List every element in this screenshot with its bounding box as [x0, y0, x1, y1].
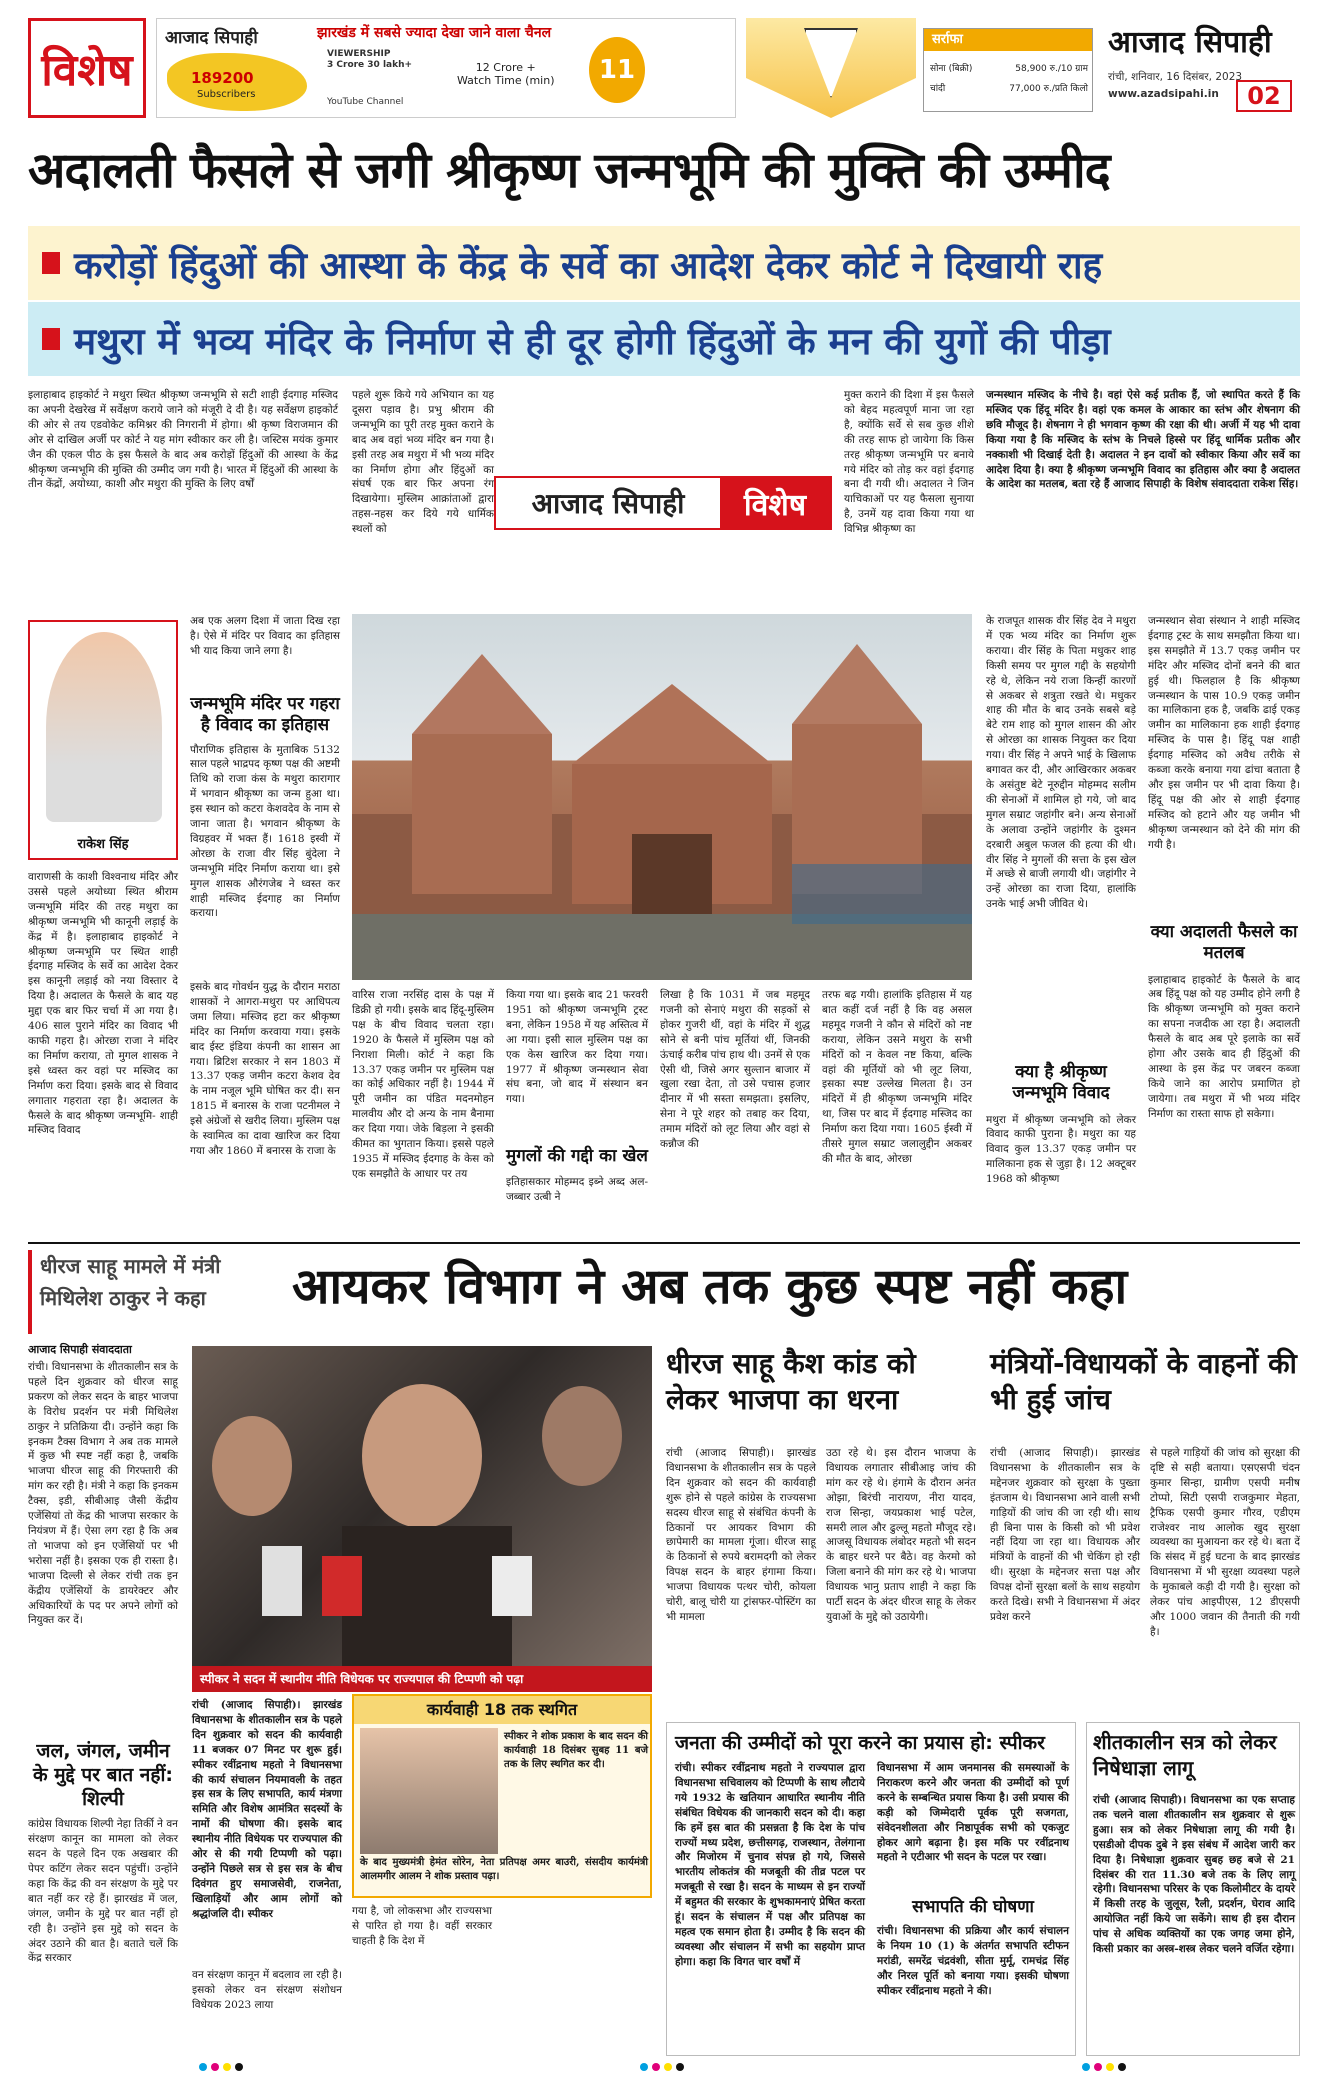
lead-subhead-1	[28, 226, 1300, 300]
sabhapati-subhead: सभापति की घोषणा	[912, 1897, 1034, 1917]
lead-intro-col-2a: पहले शुरू किये गये अभियान का यह दूसरा पड़ाव है। प्रभु श्रीराम की जन्मभूमि का पूरी तरह मुक्त कराने के बाद अब वहां भव्य मंदिर बन गया है। इसी तरह अब मथुरा में भी भव्य मंदिर का निर्माण होगा और हिंदुओं का संघर्ष एक बार फिर अपना रंग दिखायेगा। मुस्लिम आक्रांताओं द्वारा तहस-नहस कर दिये गये धार्मिक स्थलों को	[352, 389, 494, 536]
bjp-dharna-body-2: उठा रहे थे। इस दौरान भाजपा के विधायक लगातार सीबीआइ जांच की मांग कर रहे थे। हंगामे के दौरान अनंत ओझा, बिरंची नारायण, नीरा यादव, राज सिन्हा, जयप्रकाश भाई पटेल, समरी लाल और ढुल्लू महतो मौजूद रहे। आजसू विधायक लंबोदर महतो भी सदन के बाहर धरने पर बैठे। वह केरमो को जिला बनाने की मांग कर रहे थे। भाजपा विधायक भानु प्रताप शाही ने कहा कि पार्टी सदन के अंदर धीरज साहू के लेकर युवाओं के मुद्दे को उठायेगी।	[826, 1447, 976, 1623]
nishedhagya-body: रांची (आजाद सिपाही)। विधानसभा का एक सप्ताह तक चलने वाला शीतकालीन सत्र शुक्रवार से शुरू हुआ। सत्र को लेकर निषेधाज्ञा लागू की गयी है। एसडीओ दीपक दुबे ने इस संबंध में आदेश जारी कर दिया है। निषेधाज्ञा शुक्रवार सुबह छह बजे से 21 दिसंबर की रात 11.30 बजे तक के लिए लागू रहेगी। विधानसभा परिसर के एक किलोमीटर के दायरे में किसी तरह के जुलूस, रैली, प्रदर्शन, घेराव आदि आयोजित नहीं किये जा सकेंगे। साथ ही इस दौरान पांच से अधिक व्यक्तियों का एक जगह जमा होने, किसी प्रकार का अस्त्र-शस्त्र लेकर चलने वर्जित रहेगा।	[1093, 1794, 1295, 1956]
watch-time-label: Watch Time (min)	[457, 74, 555, 88]
janta-story-box	[666, 1722, 1076, 2056]
silver-price: 77,000 रु./प्रति किलो	[1009, 84, 1088, 94]
nishedhagya-box	[1086, 1722, 1300, 2056]
lead-col-2-lower: इसके बाद गोवर्धन युद्ध के दौरान मराठा शासकों ने आगरा-मथुरा पर आधिपत्य जमा लिया। मस्जिद हटा कर श्रीकृष्ण मंदिर का निर्माण करवाया गया। इसके बाद ईस्ट इंडिया कंपनी का शासन आ गया। ब्रिटिश सरकार ने सन 1803 में 13.37 एकड़ जमीन कटरा केशव देव के नाम नजूल भूमि घोषित कर दी। सन 1815 में बनारस के राजा पटनीमल ने इसे अंग्रेजों से खरीद लिया। मुस्लिम पक्ष के स्वामित्व का दावा खारिज कर दिया गया और 1860 में बनारस के राजा के	[190, 981, 340, 1157]
paper-name: आजाद सिपाही	[1108, 25, 1272, 60]
subscribers-count: 189200	[191, 69, 254, 87]
lead-subhead-2-text: मथुरा में भव्य मंदिर के निर्माण से ही दूर होगी हिंदुओं के मन की युगों की पीड़ा	[74, 319, 1111, 363]
section-head-4: क्या अदालती फैसले का मतलब	[1150, 922, 1298, 964]
janta-body-1: रांची। स्पीकर रवींद्रनाथ महतो ने राज्यपाल द्वारा विधानसभा सचिवालय को टिप्पणी के साथ लौटाये गये 1932 के खतियान आधारित स्थानीय नीति संबंधित विधेयक की जानकारी सदन को दी। कहा कि हमें इस बात की प्रसन्नता है कि देश के पांच राज्यों मध्य प्रदेश, छत्तीसगढ़, राजस्थान, तेलंगाना और मिजोरम में चुनाव संपन्न हो गये, जिससे भारतीय लोकतंत्र की मजबूती की तीव्र पटल पर मजबूती से रखा है। सदन के माध्यम से इन राज्यों में बहुमत की सरकार के शुभकामनाएं प्रेषित करता हूं। सदन के संचालन में पक्ष और प्रतिपक्ष का महत्व एक समान होता है। उम्मीद है कि सदन की व्यवस्था और संचालन में सभी का सहयोग प्राप्त होगा। कहा कि विगत चार वर्षों में	[675, 1762, 865, 1968]
karyavahi-title: कार्यवाही 18 तक स्थगित	[354, 1696, 650, 1724]
vehicles-body-2: से पहले गाड़ियों की जांच को सुरक्षा की दृष्टि से सही बताया। एसएसपी चंदन कुमार सिन्हा, ग्रामीण एसपी मनीष टोप्पो, सिटी एसपी राजकुमार मेहता, ट्रैफिक एसपी कुमार गौरव, एडीएम राजेश्वर नाथ आलोक खुद सुरक्षा व्यवस्था का मुआयना कर रहे थे। बता दें कि संसद में हुई घटना के बाद झारखंड विधानसभा में भी सुरक्षा व्यवस्था पहले के मुकाबले कड़ी दी गयी है। सुरक्षा को लेकर पांच आइपीएस, 12 डीएसपी और 1000 जवान की तैनाती की गयी है।	[1150, 1447, 1300, 1638]
section-2-text: इतिहासकार मोहम्मद इब्ने अब्द अल-जब्बार उत्बी ने	[506, 1176, 648, 1204]
bullion-rates	[923, 28, 1093, 112]
lead-col-4-lower	[506, 988, 648, 1250]
gold-row	[930, 61, 1088, 74]
red-square-icon	[42, 252, 60, 274]
speaker-story-body-cont: वन संरक्षण कानून में बदलाव ला रही है। इसको लेकर वन संरक्षण संशोधन विधेयक 2023 लाया	[192, 1969, 342, 2011]
lead-intro-col-4: जन्मस्थान मस्जिद के नीचे है। वहां ऐसे कई प्रतीक हैं, जो स्थापित करते हैं कि मस्जिद एक हिंदू मंदिर है। वहां एक कमल के आकार का स्तंभ और शेषनाग की छवि मौजूद है। शेषनाग ने ही भगवान कृष्ण की रक्षा की थी। अर्जी में यह भी दावा किया गया है कि मस्जिद के स्तंभ के निचले हिस्से पर हिंदू धार्मिक प्रतीक और नक्काशी भी दिखाई देती है। अदालत ने इन दावों को स्वीकार किया और सर्वे का आदेश दिया है। क्या है श्रीकृष्ण जन्मभूमि विवाद का इतिहास और क्या है अदालत के आदेश का मतलब, बता रहे हैं आजाद सिपाही के विशेष संवाददाता राकेश सिंह।	[986, 389, 1300, 491]
pen-emblem	[746, 18, 916, 118]
paper-date: रांची, शनिवार, 16 दिसंबर, 2023	[1108, 71, 1243, 83]
nishedhagya-headline: शीतकालीन सत्र को लेकर निषेधाज्ञा लागू	[1093, 1730, 1277, 1780]
gold-label: सोना (बिक्री)	[930, 64, 973, 74]
paper-website[interactable]: www.azadsipahi.in	[1108, 88, 1219, 100]
viewership	[327, 49, 412, 71]
second-story-body: रांची। विधानसभा के शीतकालीन सत्र के पहले दिन शुक्रवार को धीरज साहू प्रकरण को लेकर सदन के बाहर भाजपा के विरोध प्रदर्शन पर मंत्री मिथिलेश ठाकुर ने प्रतिक्रिया दी। उन्होंने कहा कि इनकम टैक्स विभाग ने अब तक मामले में कुछ भी स्पष्ट नहीं कहा है, जबकि भाजपा धीरज साहू की गिरफ्तारी की मांग कर रही है। मंत्री ने कहा कि इनकम टैक्स, इडी, सीबीआइ जैसी केंद्रीय एजेंसियां तो केंद्र की भाजपा सरकार के नियंत्रण में हैं। ऐसा लग रहा है कि अब तो भाजपा को इन एजेंसियों पर भी भरोसा नहीं है। इसका एक ही रास्ता है। भाजपा दिल्ली से लेकर रांची तक इन केंद्रीय एजेंसियों के डायरेक्टर और अधिकारियों के पद पर अपने लोगों को नियुक्त कर दें।	[28, 1361, 178, 1627]
lead-intro-col-1: इलाहाबाद हाइकोर्ट ने मथुरा स्थित श्रीकृष्ण जन्मभूमि से सटी शाही ईदगाह मस्जिद का अपनी देखरेख में सर्वेक्षण कराये जाने को मंजूरी दे दी है। यह सर्वेक्षण हाइकोर्ट की ओर से तय एडवोकेट कमिश्नर की निगरानी में होगा। श्री कृष्ण विराजमान की ओर से दाखिल अर्जी पर कोर्ट ने यह मांग स्वीकार कर ली है। जस्टिस मयंक कुमार जैन की एकल पीठ के इस फैसले के बाद अब करोड़ों हिंदुओं की आस्था के केंद्र श्रीकृष्ण जन्मभूमि की मुक्ति की उम्मीद जग गयी है। भारत में हिंदुओं की आस्था के तीन केंद्रों, अयोध्या, काशी और मथुरा की मुक्ति के लिए वर्षों	[28, 389, 338, 491]
channel-name: आजाद सिपाही	[165, 28, 258, 48]
bullion-title: सर्राफा	[924, 29, 1092, 51]
reporter-name: राकेश सिंह	[77, 837, 129, 852]
karyavahi-caption-left: के बाद मुख्यमंत्री हेमंत सोरेन, नेता प्रतिपक्ष अमर बाउरी, संसदीय कार्यमंत्री आलमगीर आलम ने शोक प्रस्ताव पढ़ा।	[360, 1857, 648, 1883]
second-story-byline: आजाद सिपाही संवाददाता	[28, 1343, 132, 1356]
press-photo	[192, 1346, 652, 1666]
lead-subhead-1-text: करोड़ों हिंदुओं की आस्था के केंद्र के सर्वे का आदेश देकर कोर्ट ने दिखायी राह	[74, 243, 1103, 287]
gold-price: 58,900 रु./10 ग्राम	[1015, 64, 1088, 74]
reporter-card	[28, 620, 178, 860]
section-label: विशेष	[28, 18, 146, 118]
janta-headline: जनता की उम्मीदों को पूरा करने का प्रयास हो: स्पीकर	[675, 1732, 1045, 1754]
speaker-story-body: रांची (आजाद सिपाही)। झारखंड विधानसभा के शीतकालीन सत्र के पहले दिन शुक्रवार को सदन की कार्यवाही 11 बजकर 07 मिनट पर शुरू हुई। स्पीकर रवींद्रनाथ महतो ने विधानसभा की कार्य संचालन नियमावली के तहत इस सत्र के लिए सभापति, कार्य मंत्रणा समिति और विशेष आमंत्रित सदस्यों के नामों की घोषणा की। इसके बाद स्थानीय नीति विधेयक पर राज्यपाल की ओर से की गयी टिप्पणी को पढ़ा। उन्होंने पिछले सत्र से इस सत्र के बीच दिवंगत हुए समाजसेवी, राजनेता, खिलाड़ियों और आम लोगों को श्रद्धांजलि दी। स्पीकर	[192, 1699, 342, 1920]
lead-subhead-2	[28, 302, 1300, 376]
temple-photo	[352, 614, 972, 980]
pen-nib-icon	[804, 28, 858, 98]
col-8-text: जन्मस्थान सेवा संस्थान ने शाही मस्जिद ईदगाह ट्रस्ट के साथ समझौता किया था। इस समझौते में 13.7 एकड़ जमीन पर मंदिर और मस्जिद दोनों बनने की बात हुई थी। फिलहाल है कि श्रीकृष्ण जन्मस्थान के पास 10.9 एकड़ जमीन का मालिकाना हक है, जबकि ढाई एकड़ जमीन का मालिकाना हक शाही ईदगाह मस्जिद के पास है। हिंदू पक्ष शाही ईदगाह मस्जिद को अवैध तरीके से कब्जा करके बनाया गया ढांचा बताता है और इस जमीन पर भी दावा किया है। हिंदू पक्ष की ओर से शाही ईदगाह मस्जिद को हटाने और यह जमीन भी श्रीकृष्ण जन्मस्थान को देने की मांग की गयी है।	[1148, 615, 1300, 851]
kicker-line-1: धीरज साहू मामले में मंत्री	[40, 1254, 221, 1278]
viewership-value: 3 Crore 30 lakh+	[327, 59, 413, 70]
section-head-3: क्या है श्रीकृष्ण जन्मभूमि विवाद	[1012, 1062, 1110, 1104]
silver-label: चांदी	[930, 84, 946, 94]
temple-illustration	[352, 614, 972, 980]
reporter-photo	[46, 632, 162, 822]
lead-headline: अदालती फैसले से जगी श्रीकृष्ण जन्मभूमि की मुक्ति की उम्मीद	[28, 142, 1110, 199]
lead-col-left-lower: वाराणसी के काशी विश्वनाथ मंदिर और उससे पहले अयोध्या स्थित श्रीराम जन्मभूमि मंदिर की तरह मथुरा का श्रीकृष्ण जन्मभूमि भी कानूनी लड़ाई के केंद्र में है। इलाहाबाद हाइकोर्ट ने श्रीकृष्ण जन्मभूमि पर स्थित शाही ईदगाह मस्जिद के सर्वे का आदेश देकर इस कानूनी लड़ाई को नया विस्तार दे दिया है। अदालत के फैसले के बाद यह मुद्दा एक बार फिर चर्चा में आ गया है। 406 साल पुराने मंदिर का विवाद भी काफी गहरा है। ओरछा राजा ने मंदिर का निर्माण कराया, तो मुगल शासक ने इसे ध्वस्त कर वहां पर मस्जिद का निर्माण करा दिया। इसके बाद से विवाद लगातार गहराता रहा है। अदालत के फैसले के बाद श्रीकृष्ण जन्मभूमि- शाही मस्जिद विवाद	[28, 871, 178, 1137]
lead-col-6-lower: तरफ बढ़ गयी। हालांकि इतिहास में यह बात कहीं दर्ज नहीं है कि वह असल महमूद गजनी ने कौन से मंदिरों को नष्ट कराया, लेकिन उसने मथुरा के सभी मंदिरों को न केवल नष्ट किया, बल्कि वहां की मूर्तियों को भी लूट लिया, इसका स्पष्ट उल्लेख मिलता है। उन मंदिरों में ही श्रीकृष्ण जन्मभूमि मंदिर था, जिस पर बाद में ईदगाह मस्जिद का निर्माण करा दिया गया। 1605 ईस्वी में तीसरे मुगल सम्राट जलालुद्दीन अकबर की मौत के बाद, ओरछा	[822, 989, 972, 1165]
registration-dots-icon	[199, 2063, 243, 2071]
channel-advert	[156, 18, 736, 118]
registration-dots-icon	[1082, 2063, 1126, 2071]
years-badge: 11	[589, 37, 645, 103]
vishesh-badge-left: आजाद सिपाही	[531, 487, 685, 520]
registration-dots-icon	[640, 2063, 684, 2071]
divider	[28, 1242, 1300, 1244]
lead-col-8-right	[1148, 614, 1300, 1250]
jal-jangal-story	[28, 1740, 178, 2060]
subscribers-label: Subscribers	[197, 89, 256, 100]
col-7-text: के राजपूत शासक वीर सिंह देव ने मथुरा में एक भव्य मंदिर का निर्माण शुरू कराया। वीर सिंह के पिता मधुकर शाह किसी समय पर मुगल गद्दी के सहयोगी रहे थे, लेकिन नये राजा किन्हीं कारणों से अकबर से शत्रुता रखते थे। मधुकर शाह की मौत के बाद उनके सबसे बड़े बेटे राम शाह को मुगल शासन की ओर से ओरछा का शासक नियुक्त कर दिया गया। वीर सिंह ने अपने भाई के खिलाफ बगावत कर दी, और आखिरकार अकबर के असंतुष्ट बेटे नूरुद्दीन मोहम्मद सलीम की सेनाओं में शामिल हो गये, जो बाद मुगल सम्राट जहांगीर बने। अन्य सेनाओं के अलावा उन्होंने जहांगीर के दुश्मन दरबारी अबुल फजल की हत्या की थी। वीर सिंह ने मुगलों की सत्ता के इस खेल में अच्छे से बाजी लगायी थी। जहांगीर ने उन्हें ओरछा का राजा दिया, हालांकि उनके भाई अभी जीवित थे।	[986, 615, 1136, 911]
janta-body-2: विधानसभा में आम जनमानस की समस्याओं के निराकरण करने और जनता की उम्मीदों को पूर्ण करने के सम्बन्धित प्रयास किया है। उसी प्रयास की कड़ी को जिम्मेदारी पूर्वक पूरी सजगता, संवेदनशीलता और निष्ठापूर्वक सभी को एकजुट होकर आगे बढ़ाना है। इस मकि पर रवींद्रनाथ महतो ने एटीआर भी सदन के पटल पर रखा।	[877, 1762, 1069, 1864]
karyavahi-box	[352, 1694, 652, 1898]
speaker-photo	[360, 1728, 498, 1854]
speaker-story-bottom-text: गया है, जो लोकसभा और राज्यसभा से पारित हो गया है। वहीं सरकार चाहती है कि देश में	[352, 1905, 492, 1947]
lead-col-3-lower: वारिस राजा नरसिंह दास के पक्ष में डिक्री हो गयी। इसके बाद हिंदू-मुस्लिम पक्ष के बीच विवाद चलता रहा। 1920 के फैसले में मुस्लिम पक्ष को निराशा मिली। कोर्ट ने कहा कि 13.37 एकड़ जमीन पर मुस्लिम पक्ष का कोई अधिकार नहीं है। 1944 में पूरी जमीन का पंडित मदनमोहन मालवीय और दो अन्य के नाम बैनामा कर दिया गया। जेके बिड़ला ने इसकी कीमत का भुगतान किया। इससे पहले 1935 में मस्जिद ईदगाह के केस को एक समझौते के आधार पर तय	[352, 989, 494, 1180]
bjp-dharna-headline: धीरज साहू कैश कांड को लेकर भाजपा का धरना	[666, 1347, 916, 1417]
second-story-headline: आयकर विभाग ने अब तक कुछ स्पष्ट नहीं कहा	[292, 1258, 1128, 1315]
lead-intro-col-3: मुक्त कराने की दिशा में इस फैसले को बेहद महत्वपूर्ण माना जा रहा है, क्योंकि सर्वे से सब कुछ शीशे की तरह साफ हो जायेगा कि किस तरह श्रीकृष्ण जन्मभूमि पर बनाये गये मंदिर को तोड़ कर वहां ईदगाह बना दी गयी थी। अदालत ने जिन याचिकाओं पर यह फैसला सुनाया है, उनमें यह दावा किया गया था विभिन्न श्रीकृष्ण का	[844, 389, 974, 536]
section-head-1: जन्मभूमि मंदिर पर गहरा है विवाद का इतिहास	[190, 694, 340, 736]
jal-jangal-body: कांग्रेस विधायक शिल्पी नेहा तिर्की ने वन संरक्षण कानून का मामला को लेकर सदन के पहले दिन एक अखबार की पेपर कटिंग लेकर सदन पहुंचीं। उन्होंने कहा कि केंद्र की वन संरक्षण के मुद्दे पर बात नहीं कर रहे हैं। झारखंड में जल, जंगल, जमीन के मुद्दे पर बात नहीं हो रही है। उन्होंने इस मुद्दे को सदन के अंदर उठाने की बात है। बताते चलें कि केंद्र सरकार	[28, 1818, 178, 1965]
janta-right-col	[877, 1761, 1069, 2051]
registration-marks	[0, 2060, 1325, 2074]
vishesh-badge-right: विशेष	[720, 478, 830, 528]
silver-row	[930, 81, 1088, 94]
photo-caption-strip: स्पीकर ने सदन में स्थानीय नीति विधेयक पर राज्यपाल की टिप्पणी को पढ़ा	[192, 1666, 652, 1692]
channel-tagline: झारखंड में सबसे ज्यादा देखा जाने वाला चैनल	[317, 25, 552, 41]
second-story-kicker	[28, 1250, 276, 1334]
masthead	[28, 18, 1300, 126]
karyavahi-caption-right: स्पीकर ने शोक प्रकाश के बाद सदन की कार्यवाही 18 दिसंबर सुबह 11 बजे तक के लिए स्थगित कर दी।	[504, 1731, 648, 1771]
press-illustration	[192, 1346, 652, 1666]
vehicles-headline: मंत्रियों-विधायकों के वाहनों की भी हुई जांच	[990, 1347, 1297, 1417]
watch-time	[457, 61, 555, 87]
section-3-text: मथुरा में श्रीकृष्ण जन्मभूमि को लेकर विवाद काफी पुराना है। मथुरा का यह विवाद कुल 13.37 एकड़ जमीन पर मालिकाना हक से जुड़ा है। 12 अक्टूबर 1968 को श्रीकृष्ण	[986, 1113, 1136, 1186]
red-square-icon	[42, 328, 60, 350]
lead-col-5-lower: लिखा है कि 1031 में जब महमूद गजनी को सेनाएं मथुरा की सड़कों से होकर गुजरी थीं, वहां के मंदिर में शुद्ध सोने से बनी पांच मूर्तियां थीं, जिनकी ऊंचाई करीब पांच हाथ थी। उनमें से एक ऐसी थी, जिसे अगर सुल्तान बाजार में खुला रखा देता, तो उसे पचास हजार दीनार में भी सस्ता समझता। इसलिए, सेना ने पूरे शहर को तबाह कर दिया, तमाम मंदिरों को लूट लिया और वहां से कन्नौज की	[660, 989, 810, 1151]
janta-body-3: रांची। विधानसभा की प्रक्रिया और कार्य संचालन के नियम 10 (1) के अंतर्गत सभापति स्टीफन मरांडी, समरेंद्र चंद्रवंशी, सीता मुर्मू, रामचंद्र सिंह और निरल पूर्ति को बनाया गया। इसकी घोषणा स्पीकर रवींद्रनाथ महतो ने की।	[877, 1925, 1069, 1997]
section-4-text: इलाहाबाद हाइकोर्ट के फैसले के बाद अब हिंदू पक्ष को यह उम्मीद होने लगी है कि श्रीकृष्ण जन्मभूमि को मुक्त कराने का सपना नजदीक आ रहा है। अदालती फैसले के बाद अब पूरे इलाके का सर्वे होगा और उसके बाद ही हिंदुओं की आस्था के इस केंद्र पर जबरन कब्जा किये जाने का आरोप प्रमाणित हो जायेगा। तब मथुरा में भी भव्य मंदिर निर्माण का रास्ता साफ हो सकेगा।	[1148, 973, 1300, 1120]
section-1-text: पौराणिक इतिहास के मुताबिक 5132 साल पहले भाद्रपद कृष्ण पक्ष की अष्टमी तिथि को राजा कंस के मथुरा कारागार में भगवान श्रीकृष्ण का जन्म हुआ था। इस स्थान को कटरा केशवदेव के नाम से जाना जाता है। भगवान श्रीकृष्ण के विग्रहवर में भक्त हैं। 1618 इस्वी में ओरछा के राजा वीर सिंह बुंदेला ने जन्मभूमि मंदिर निर्माण कराया था। इसे मुगल शासक औरंगजेब ने ध्वस्त कर शाही मस्जिद ईदगाह का निर्माण कराया।	[190, 743, 340, 920]
page-number: 02	[1236, 80, 1292, 112]
section-head-2: मुगलों की गद्दी का खेल	[506, 1146, 648, 1166]
viewership-label: VIEWERSHIP	[327, 49, 391, 59]
youtube-label: YouTube Channel	[327, 97, 404, 107]
bjp-dharna-body-1: रांची (आजाद सिपाही)। झारखंड विधानसभा के शीतकालीन सत्र के पहले दिन शुक्रवार को सदन की कार्यवाही शुरू होने से पहले कांग्रेस के राज्यसभा सदस्य धीरज साहू से संबंधित कंपनी के ठिकानों पर आयकर विभाग की छापेमारी का मामला गूंजा। धीरज साहू के ठिकानों से रुपये बरामदगी को लेकर विपक्ष सदन के बाहर हंगामा किया। भाजपा विधायक पत्थर चोरी, कोयला चोरी, बालू चोरी या ट्रांसफर-पोस्टिंग का भी मामला	[666, 1447, 816, 1623]
jal-jangal-headline: जल, जंगल, जमीन के मुद्दे पर बात नहीं: शिल्पी	[33, 1740, 173, 1810]
col-4-text: किया गया था। इसके बाद 21 फरवरी 1951 को श्रीकृष्ण जन्मभूमि ट्रस्ट बना, लेकिन 1958 में यह अस्तित्व में आ गया। इसी साल मुस्लिम पक्ष का एक केस खारिज कर दिया गया। 1977 में श्रीकृष्ण जन्मस्थान सेवा संघ बना, जो बाद में संस्थान बन गया।	[506, 989, 649, 1106]
watch-time-value: 12 Crore +	[475, 61, 536, 74]
lead-col-7-right	[986, 614, 1136, 1250]
vehicles-body-1: रांची (आजाद सिपाही)। झारखंड विधानसभा के शीतकालीन सत्र के मद्देनजर शुक्रवार को सुरक्षा के पुख्ता इंतजाम थे। विधानसभा आने वाली सभी गाड़ियों की जांच की जा रही थी। साथ ही बिना पास के किसी को भी प्रवेश नहीं दिया जा रहा था। विधायक और मंत्रियों के वाहनों की भी चेकिंग हो रही थी। सुरक्षा के मद्देनजर सत्ता पक्ष और विपक्ष दोनों सुरक्षा बलों के साथ सहयोग करते दिखे। सभी ने विधानसभा में अंदर प्रवेश करने	[990, 1447, 1140, 1623]
side-col-top-text: अब एक अलग दिशा में जाता दिख रहा है। ऐसे में मंदिर पर विवाद का इतिहास भी याद किया जाने लगा है।	[190, 615, 340, 657]
kicker-line-2: मिथिलेश ठाकुर ने कहा	[40, 1286, 206, 1310]
